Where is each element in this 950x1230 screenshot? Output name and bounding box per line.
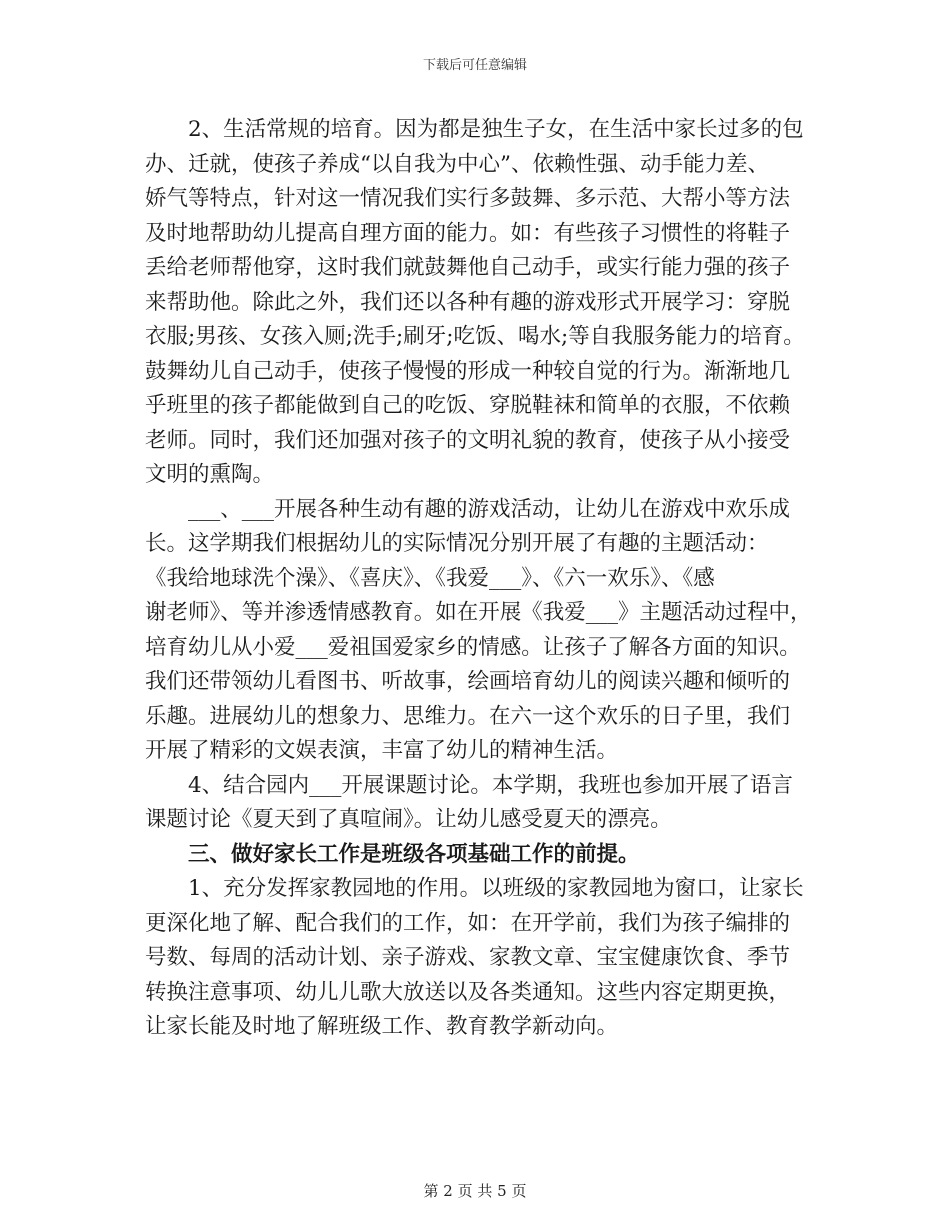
text-line: 我们还带领幼儿看图书、听故事，绘画培育幼儿的阅读兴趣和倾听的: [145, 669, 791, 694]
text-line: 衣服;男孩、女孩入厕;洗手;刷牙;吃饭、喝水;等自我服务能力的培育。: [145, 324, 805, 349]
text-line: 鼓舞幼儿自己动手，使孩子慢慢的形成一种较自觉的行为。渐渐地几: [145, 358, 791, 384]
page-footer: 第 2 页 共 5 页: [423, 1182, 527, 1200]
text-line: 号数、每周的活动计划、亲子游戏、家教文章、宝宝健康饮食、季节: [145, 945, 791, 970]
text-line: 1、充分发挥家教园地的作用。以班级的家教园地为窗口，让家长: [188, 876, 804, 901]
text-line: 娇气等特点，针对这一情况我们实行多鼓舞、多示范、大帮小等方法: [145, 186, 791, 211]
text-line: 培育幼儿从小爱___爱祖国爱家乡的情感。让孩子了解各方面的知识。: [145, 634, 801, 660]
section-heading-line: 三、做好家长工作是班级各项基础工作的前提。: [188, 841, 640, 867]
text-line: 老师。同时，我们还加强对孩子的文明礼貌的教育，使孩子从小接受: [145, 427, 791, 453]
text-line: 让家长能及时地了解班级工作、教育教学新动向。: [145, 1014, 619, 1039]
text-line: 来帮助他。除此之外，我们还以各种有趣的游戏形式开展学习：穿脱: [145, 289, 791, 315]
text-line: 转换注意事项、幼儿儿歌大放送以及各类通知。这些内容定期更换，: [145, 979, 791, 1005]
text-line: 及时地帮助幼儿提高自理方面的能力。如：有些孩子习惯性的将鞋子: [145, 220, 791, 246]
text-line: 乎班里的孩子都能做到自己的吃饭、穿脱鞋袜和简单的衣服，不依赖: [145, 393, 791, 418]
text-line: 2、生活常规的培育。因为都是独生子女，在生活中家长过多的包: [188, 117, 804, 142]
text-line: 长。这学期我们根据幼儿的实际情况分别开展了有趣的主题活动：: [145, 531, 769, 556]
page-header: 下载后可任意编辑: [422, 58, 527, 73]
text-line: 课题讨论《夏天到了真喧闹》。让幼儿感受夏天的漂亮。: [145, 807, 672, 832]
text-line: 办、迁就，使孩子养成“以自我为中心”、依赖性强、动手能力差、: [145, 151, 769, 177]
text-line: 谢老师》、等并渗透情感教育。如在开展《我爱___》主题活动过程中，: [145, 600, 812, 625]
text-line: 文明的熏陶。: [145, 462, 275, 487]
text-line: 更深化地了解、配合我们的工作，如：在开学前，我们为孩子编排的: [145, 910, 791, 936]
text-line: ___、___开展各种生动有趣的游戏活动，让幼儿在游戏中欢乐成: [188, 496, 791, 522]
text-line: 《我给地球洗个澡》、《喜庆》、《我爱___》、《六一欢乐》、《感: [145, 565, 715, 591]
text-line: 丢给老师帮他穿，这时我们就鼓舞他自己动手，或实行能力强的孩子: [145, 255, 791, 280]
text-line: 乐趣。进展幼儿的想象力、思维力。在六一这个欢乐的日子里，我们: [145, 703, 791, 729]
document-body: [145, 113, 825, 1045]
text-line: 开展了精彩的文娱表演，丰富了幼儿的精神生活。: [145, 738, 619, 763]
text-line: 4、结合园内___开展课题讨论。本学期，我班也参加开展了语言: [188, 772, 793, 798]
